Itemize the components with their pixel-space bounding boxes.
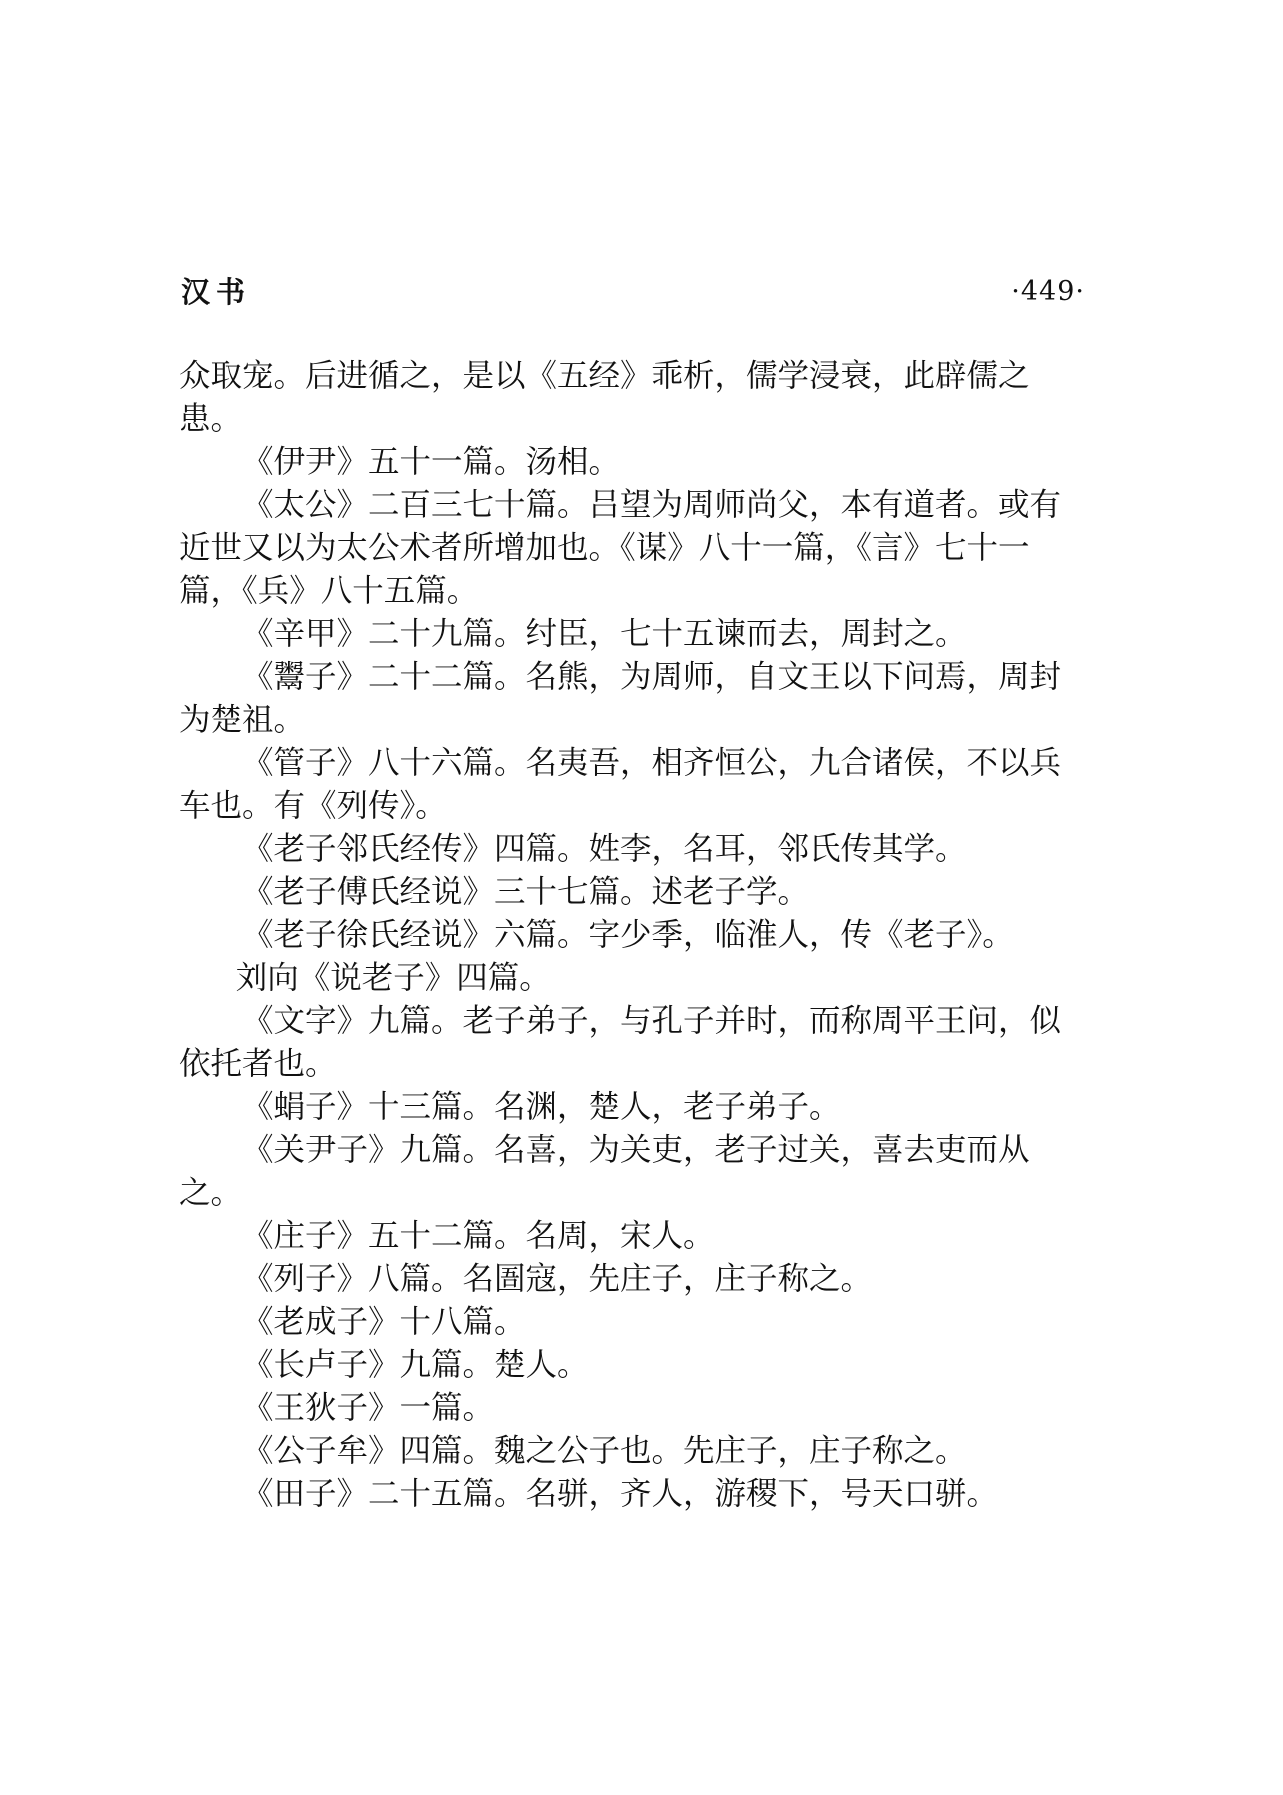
running-header <box>181 272 1085 312</box>
page-number: ·449· <box>1011 276 1085 307</box>
paragraph: 《文字》九篇。老子弟子，与孔子并时，而称周平王问，似依托者也。 <box>179 1003 1062 1082</box>
paragraph: 《列子》八篇。名圄寇，先庄子，庄子称之。 <box>242 1261 873 1297</box>
paragraph: 《长卢子》九篇。楚人。 <box>242 1347 589 1383</box>
paragraph: 《老子邻氏经传》四篇。姓李，名耳，邻氏传其学。 <box>242 831 967 867</box>
paragraph: 《老成子》十八篇。 <box>242 1304 526 1340</box>
paragraph: 《老子徐氏经说》六篇。字少季，临淮人，传《老子》。 <box>242 917 1014 953</box>
paragraph: 《关尹子》九篇。名喜，为关吏，老子过关，喜去吏而从之。 <box>179 1132 1030 1211</box>
paragraph: 《王狄子》一篇。 <box>242 1390 495 1426</box>
paragraph: 《公子牟》四篇。魏之公子也。先庄子，庄子称之。 <box>242 1433 967 1469</box>
paragraph: 《鬻子》二十二篇。名熊，为周师，自文王以下问焉，周封为楚祖。 <box>179 659 1062 738</box>
paragraph: 《辛甲》二十九篇。纣臣，七十五谏而去，周封之。 <box>242 616 967 652</box>
paragraph: 《太公》二百三七十篇。吕望为周师尚父，本有道者。或有近世又以为太公术者所增加也。《谋》八十一篇，《言》七十一篇，《兵》八十五篇。 <box>179 487 1062 609</box>
paragraph: 《管子》八十六篇。名夷吾，相齐恒公，九合诸侯，不以兵车也。有《列传》。 <box>179 745 1062 824</box>
book-title: 汉书 <box>181 275 252 309</box>
paragraph: 刘向《说老子》四篇。 <box>235 960 551 996</box>
paragraph: 《伊尹》五十一篇。汤相。 <box>242 444 621 480</box>
body-text <box>179 355 1075 1516</box>
paragraph: 众取宠。后进循之，是以《五经》乖析，儒学浸衰，此辟儒之患。 <box>179 358 1030 437</box>
paragraph: 《蜎子》十三篇。名渊，楚人，老子弟子。 <box>242 1089 841 1125</box>
paragraph: 《田子》二十五篇。名骈，齐人，游稷下，号天口骈。 <box>242 1476 999 1512</box>
paragraph: 《老子傅氏经说》三十七篇。述老子学。 <box>242 874 810 910</box>
paragraph: 《庄子》五十二篇。名周，宋人。 <box>242 1218 715 1254</box>
